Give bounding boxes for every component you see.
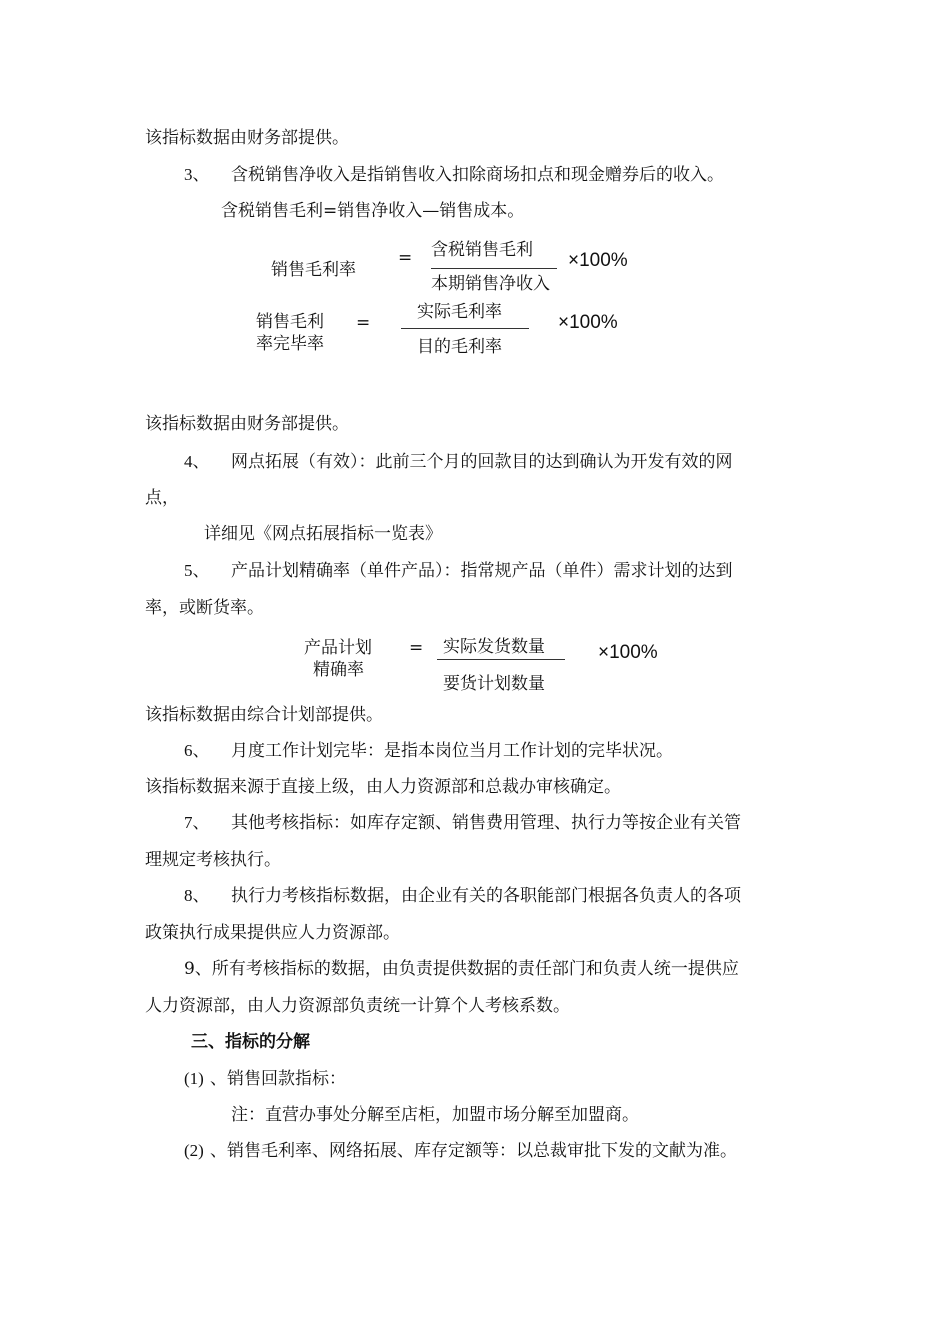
formula-3-denominator: 要货计划数量 bbox=[443, 674, 545, 694]
item-4-text-line-1: 网点拓展（有效）：此前三个月的回款目的达到确认为开发有效的网 bbox=[231, 452, 733, 472]
item-6-number: 6、 bbox=[184, 741, 210, 760]
sub-2-text: 、销售毛利率、网络拓展、库存定额等：以总裁审批下发的文献为准。 bbox=[210, 1141, 737, 1161]
item-3-text: 含税销售净收入是指销售收入扣除商场扣点和现金赠券后的收入。 bbox=[231, 165, 724, 185]
formula-3-equals: = bbox=[409, 638, 424, 658]
item-9-text-line-2: 人力资源部，由人力资源部负责统一计算个人考核系数。 bbox=[145, 996, 570, 1016]
formula-3-numerator: 实际发货数量 bbox=[443, 637, 545, 657]
formula-3-label-line-2: 精确率 bbox=[313, 660, 364, 680]
formula-1-label: 销售毛利率 bbox=[271, 260, 356, 280]
item-3-number: 3、 bbox=[184, 165, 210, 184]
item-9-text-line-1: 9、所有考核指标的数据，由负责提供数据的责任部门和负责人统一提供应 bbox=[184, 959, 739, 979]
formula-2-multiplier: ×100% bbox=[558, 312, 618, 333]
item-8-text-line-2: 政策执行成果提供应人力资源部。 bbox=[145, 923, 400, 943]
item-8-text-line-1: 执行力考核指标数据，由企业有关的各职能部门根据各负责人的各项 bbox=[231, 886, 741, 906]
item-4-text-line-2: 点， bbox=[145, 488, 179, 508]
item-7-text-line-1: 其他考核指标：如库存定额、销售费用管理、执行力等按企业有关管 bbox=[231, 813, 741, 833]
sub-2-number: (2) bbox=[184, 1141, 204, 1160]
formula-3-multiplier: ×100% bbox=[598, 642, 658, 663]
formula-3-fraction-bar bbox=[437, 659, 565, 660]
paragraph-data-source-finance: 该指标数据由财务部提供。 bbox=[145, 128, 349, 148]
section-3-heading: 三、指标的分解 bbox=[191, 1032, 310, 1052]
gross-profit-equation: 含税销售毛利=销售净收入—销售成本。 bbox=[221, 201, 525, 221]
formula-1-fraction-bar bbox=[431, 268, 557, 269]
paragraph-data-source-planning: 该指标数据由综合计划部提供。 bbox=[145, 705, 383, 725]
item-5-text-line-1: 产品计划精确率（单件产品）：指常规产品（单件）需求计划的达到 bbox=[231, 561, 733, 581]
item-5-text-line-2: 率，或断货率。 bbox=[145, 598, 264, 618]
item-6-text: 月度工作计划完毕：是指本岗位当月工作计划的完毕状况。 bbox=[231, 741, 673, 761]
formula-2-label-line-1: 销售毛利 bbox=[256, 312, 324, 332]
formula-1-numerator: 含税销售毛利 bbox=[431, 240, 533, 260]
detail-reference: 详细见《网点拓展指标一览表》 bbox=[204, 524, 442, 544]
sub-1-text: 、销售回款指标： bbox=[210, 1069, 346, 1089]
formula-3-label-line-1: 产品计划 bbox=[304, 638, 372, 658]
formula-2-numerator: 实际毛利率 bbox=[417, 302, 502, 322]
item-7-text-line-2: 理规定考核执行。 bbox=[145, 850, 281, 870]
paragraph-data-source-finance-2: 该指标数据由财务部提供。 bbox=[145, 414, 349, 434]
formula-1-equals: = bbox=[398, 248, 413, 268]
formula-2-fraction-bar bbox=[401, 328, 529, 329]
item-5-number: 5、 bbox=[184, 561, 210, 580]
formula-1-denominator: 本期销售净收入 bbox=[431, 274, 550, 294]
item-4-number: 4、 bbox=[184, 452, 210, 471]
formula-2-label-line-2: 率完毕率 bbox=[256, 334, 324, 354]
paragraph-data-source-superior: 该指标数据来源于直接上级，由人力资源部和总裁办审核确定。 bbox=[145, 777, 621, 797]
formula-2-equals: = bbox=[356, 313, 371, 333]
sub-1-number: (1) bbox=[184, 1069, 204, 1088]
item-8-number: 8、 bbox=[184, 886, 210, 905]
item-7-number: 7、 bbox=[184, 813, 210, 832]
note-text: 注：直营办事处分解至店柜，加盟市场分解至加盟商。 bbox=[231, 1105, 639, 1125]
formula-2-denominator: 目的毛利率 bbox=[417, 337, 502, 357]
formula-1-multiplier: ×100% bbox=[568, 250, 628, 271]
